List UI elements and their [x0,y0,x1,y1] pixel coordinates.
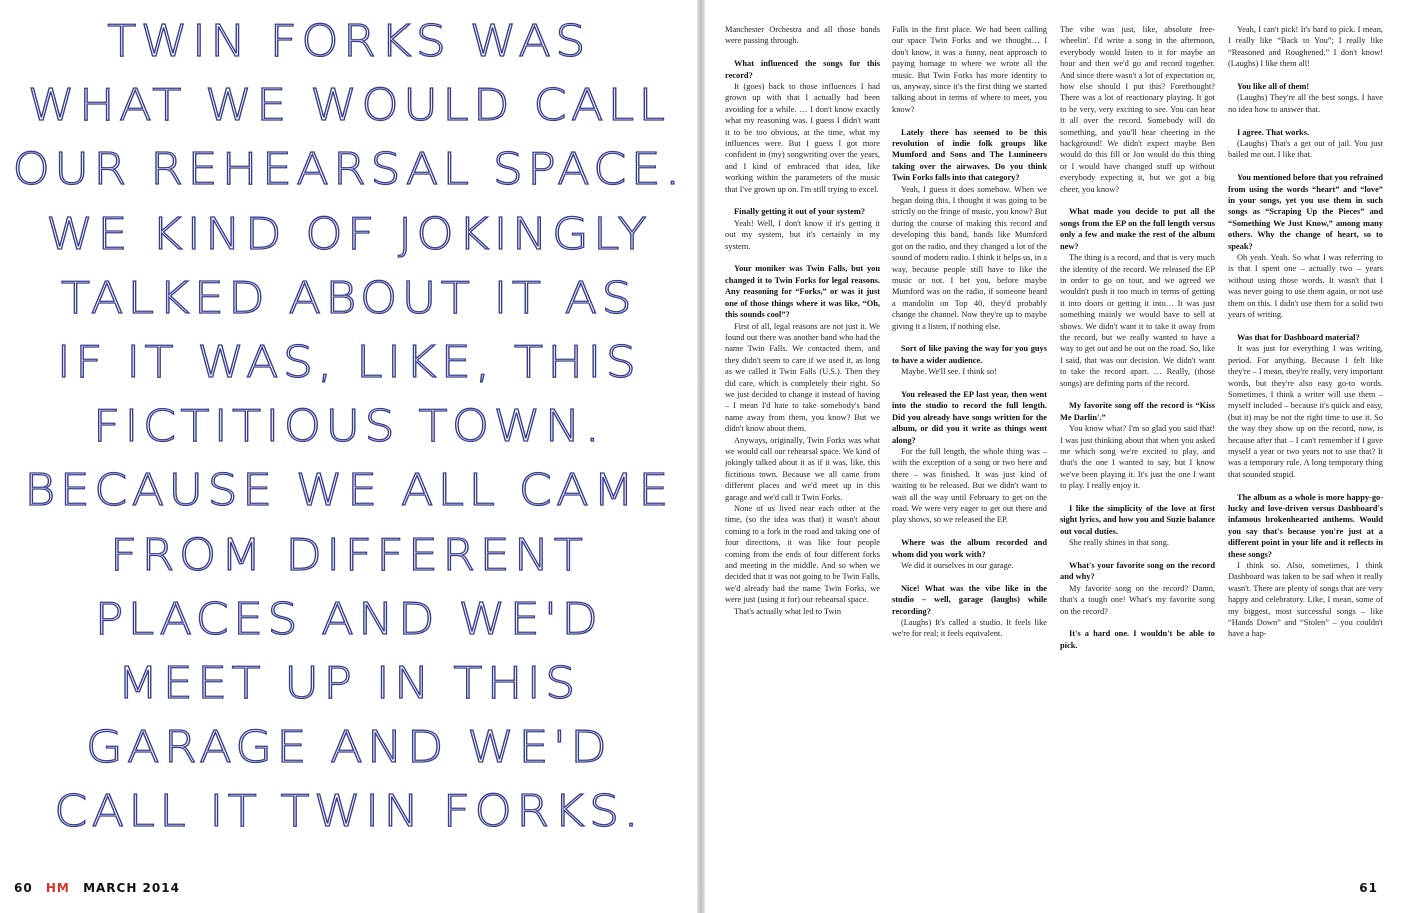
interview-column-2 [892,24,1047,864]
interview-answer: It (goes) back to those influences I had grown up with that I actually had been avoiding for a while. … I don't know exactly what my reasoning was. I guess I didn't want it to be too obvious, at the time, what my influences were. But I guess I got more confident in (my) songwriting over the years, and I kind of embraced that idea, like working within the parameters of the music that I've grown up on. I'm still trying to excel. [725,82,880,194]
interview-answer: For the full length, the whole thing was – with the exception of a song or two here and there – was finished. It was just kind of waiting to be released. But we didn't want to wait all the way until February to get on the road. We were very eager to get out there and play shows, so we released the EP. [892,446,1047,525]
interview-question: You like all of them! [1237,82,1310,92]
interview-column-1 [725,24,880,864]
interview-question: It's a hard one. I wouldn't be able to pick. [1060,629,1215,650]
pull-quote-line: BECAUSE WE ALL CAME [24,465,673,517]
pull-quote-line: WHAT WE WOULD CALL [27,80,670,132]
interview-answer: Yeah, I can't pick! It's hard to pick. I mean, I really like “Back to You”; I really like “Reasoned and Roughened.” I don't know! (Laughs) I like them all! [1228,25,1383,69]
interview-answer: Yeah! Well, I don't know if it's getting it out my system, but it's certainly in my system. [725,218,880,251]
interview-column-3 [1060,24,1215,864]
interview-answer: Yeah, I guess it does somehow. When we began doing this, I thought it was going to be strictly on the fringe of music, you know? But during the course of making this record and developing this band, bands like Mumford got on the radio, and they changed a lot of the sound of modern radio. I think it helps us, in a way, because people still have to like the music or not. I bet you, before maybe Mumford was on the radio, if someone heard a mandolin on Top 40, they'd probably change the channel. Now they're up to maybe giving it a listen, if nothing else. [892,184,1047,331]
interview-answer: You know what? I'm so glad you said that! I was just thinking about that when you asked me which song we're excited to play, and that's the one I wanted to say, but I know we've been playing it. It's just the one I want to play. I really enjoy it. [1060,424,1215,491]
interview-answer: That's actually what led to Twin [734,606,842,616]
interview-answer: The thing is a record, and that is very much the identity of the record. We released the EP in order to go on tour, and we agreed we wouldn't push it too much in terms of getting it into doors or getting it into… It was just something mainly we would have to sell at shows. We didn't want it to take it away from the record, but we really wanted to have a way to get out and be out on the road. So, like I said, that was our decision. We didn't want to take the record apart. … Really, (those songs) are defining parts of the record. [1060,253,1215,388]
interview-column-4 [1228,24,1383,864]
interview-question: Where was the album recorded and whom did you work with? [892,538,1047,559]
interview-answer: (Laughs) They're all the best songs. I have no idea how to answer that. [1228,93,1383,114]
interview-question: My favorite song off the record is “Kiss Me Darlin'.” [1060,401,1215,422]
pull-quote-line: FICTITIOUS TOWN. [92,401,605,453]
pull-quote-line: TALKED ABOUT IT AS [61,272,636,324]
pull-quote-line: PLACES AND WE'D [94,593,603,645]
interview-question: Your moniker was Twin Falls, but you changed it to Twin Forks for legal reasons. Any reasoning for “Forks,” or was it just one of those things where it was like, “Oh, this sounds cool”? [725,264,880,320]
interview-answer: Falls in the first place. We had been calling our space Twin Forks and we thought… I don't know, it was a funny, neat approach to paying homage to where we wrote all the music. But Twin Forks has more identity to us, anyway, since it's the first thing we started talking about in terms of where to meet, you know? [892,25,1047,114]
interview-answer: The vibe was just, like, absolute free-wheelin'. I'd write a song in the afternoon, everybody would listen to it for maybe an hour and then we'd go and record together. And since there wasn't a lot of expectation or, how else should I put this? Forethought? There was a lot of reactionary playing. It got to be very, very exciting to see. You can hear it all over the record. Somebody will do something, and you'll hear cheering in the background! We didn't expect maybe Ben would do this fill or Jon would do this thing or I would have changed stuff up without everybody expecting it, but we got a big cheer, you know? [1060,25,1215,194]
interview-answer: Anyways, originally, Twin Forks was what we would call our rehearsal space. We kind of jokingly talked about it as if it was, like, this fictitious town. Because we all came from different places and we'd meet up in this garage and we'd call it Twin Forks. [725,435,880,502]
interview-question: The album as a whole is more happy-go-lucky and love-driven versus Dashboard's infamous brokenhearted anthems. Would you say that's because you're just at a different point in your life and it reflects in these songs? [1228,492,1383,559]
interview-answer: She really shines in that song. [1069,538,1170,548]
interview-question: I like the simplicity of the love at first sight lyrics, and how you and Suzie balance out vocal duties. [1060,504,1215,536]
interview-question: Nice! What was the vibe like in the studio – well, garage (laughs) while recording? [892,583,1047,616]
interview-answer: It was just for everything I was writing, period. For anything. Because I felt like they're – I mean, they're really, very important words, but they're also easy go-to words. Sometimes, I think a writer will use them – myself included – because it's quick and easy, (but it) may be not the right time to use it. So the way they show up on the record, now, is because after that – I can't remember if I gave myself a year or two years not to use that? It was a temporary rule. A long temporary thing that sounded stupid. [1228,344,1383,479]
interview-question: Sort of like paving the way for you guys to have a wider audience. [892,344,1047,365]
interview-answer: None of us lived near each other at the time, (so the idea was that) it wasn't about coming to a fork in the road and taking one of four directions, it was like four people coming from the ends of four different forks and meeting in the middle. And so when we decided that it was not going to be Twin Falls, we'd already had the name Twin Forks, we were just (using it for) our rehearsal space. [725,504,880,605]
interview-answer: Manchester Orchestra and all those bands were passing through. [725,25,880,46]
interview-answer: (Laughs) It's called a studio. It feels like we're for real; it feels equivalent. [892,618,1047,639]
interview-answer: (Laughs) That's a get out of jail. You just bailed me out. I like that. [1228,139,1383,160]
pull-quote-line: TWIN FORKS WAS [107,16,590,67]
folio-left [14,881,188,895]
interview-answer: We did it ourselves in our garage. [901,561,1014,571]
interview-question: Finally getting it out of your system? [734,207,866,217]
interview-question: You mentioned before that you refrained from using the words “heart” and “love” in your songs, yet you use them in such songs as “Scraping Up the Pieces” and “Something We Just Know,” among many others. Why the change of heart, so to speak? [1228,173,1383,251]
left-page [0,0,697,913]
issue-date: MARCH 2014 [83,881,180,895]
pull-quote-line: WE KIND OF JOKINGLY [46,208,651,260]
page-number-right: 61 [1359,881,1378,895]
page-gutter [697,0,705,913]
interview-answer: Maybe. We'll see. I think so! [901,367,997,377]
interview-question: I agree. That works. [1237,127,1310,137]
pull-quote [0,10,697,844]
interview-answer: Oh yeah. Yeah. So what I was referring to is that I spent one – actually two – years without using those words. It wasn't that I was never going to use them again, or not use them on this. I didn't use them for a solid two years of writing. [1228,253,1383,320]
pull-quote-line: FROM DIFFERENT [109,529,588,581]
pull-quote-line: GARAGE AND WE'D [85,722,612,774]
right-page [705,0,1402,913]
pull-quote-line: OUR REHEARSAL SPACE. [12,144,685,196]
pull-quote-line: IF IT WAS, LIKE, THIS [56,336,641,388]
interview-answer: I think so. Also, sometimes, I think Dashboard was taken to be sad when it really wasn't. There are plenty of songs that are very happy and celebratory. Like, I mean, some of my biggest, most successful songs – like “Hands Down” and “Stolen” – you couldn't have a hap- [1228,561,1383,639]
pull-quote-line: CALL IT TWIN FORKS. [54,786,643,838]
interview-question: Was that for Dashboard material? [1237,332,1360,342]
interview-question: What made you decide to put all the songs from the EP on the full length versus only a few and make the rest of the album new? [1060,207,1215,251]
interview-answer: My favorite song on the record? Damn, that's a tough one! What's my favorite song on the record? [1060,583,1215,616]
pull-quote-line: MEET UP IN THIS [117,657,580,709]
interview-question: What influenced the songs for this record? [725,59,880,80]
interview-answer: First of all, legal reasons are not just it. We found out there was another band who had the name Twin Falls. We contacted them, and they didn't seem to care if we used it, as long as we called it Twin Falls (U.S.). Then they did care, which is completely their right. So we just decided to change it instead of having – I mean I'd hate to take somebody's band name away from them, you know? But we didn't know about them. [725,321,880,434]
page-number: 60 [14,881,33,895]
magazine-name: HM [45,881,70,895]
interview-question: What's your favorite song on the record and why? [1060,561,1215,582]
interview-question: You released the EP last year, then went into the studio to record the full length. Did you already have songs written for the album, or did you it write as things went along? [892,389,1047,445]
interview-question: Lately there has seemed to be this revolution of indie folk groups like Mumford and Sons and The Lumineers taking over the airwaves. Do you think Twin Forks falls into that category? [892,127,1047,183]
